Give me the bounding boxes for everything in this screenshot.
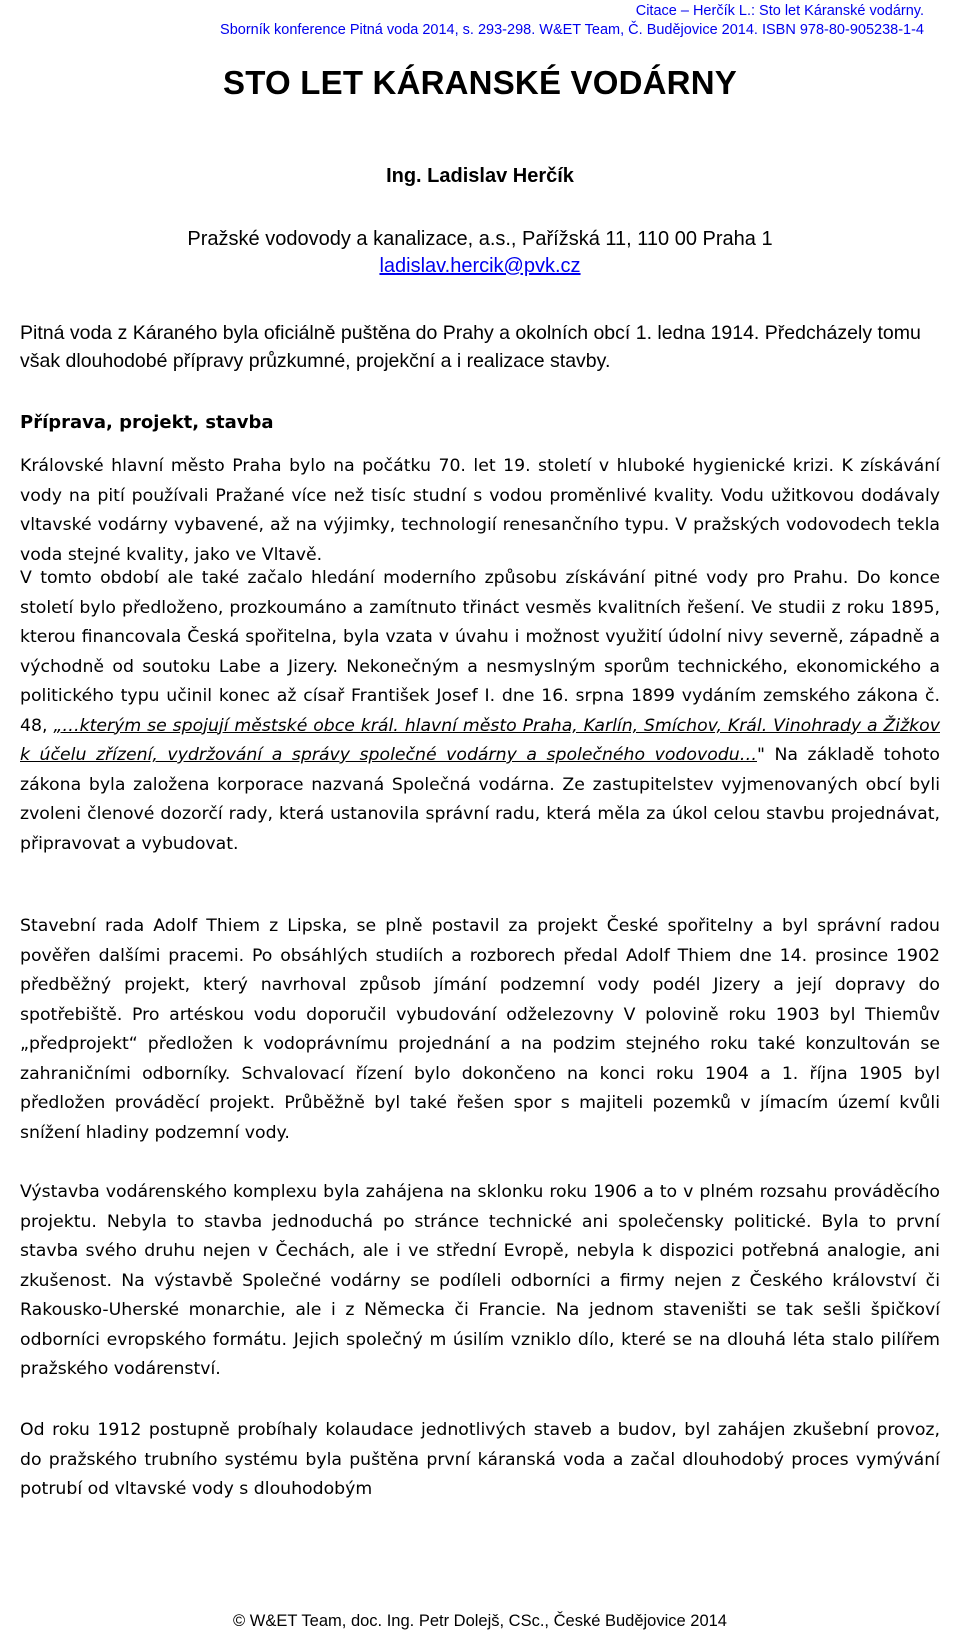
law-quote: „…kterým se spojují městské obce král. hlavní město Praha, Karlín, Smíchov, Král. Vinohrady a Žižkov k účelu zřízení, vydržování a správy společné vodárny a společného vodovodu…: [20, 715, 940, 765]
paragraph-2-text-b: " Na základě tohoto zákona byla založena korporace nazvaná Společná vodárna. Ze zastupitelstev vyjmenovaných obcí byli zvoleni členové dozorčí rady, která ustanovila správní radu, která měla za úkol celou stavbu projednávat, připravovat a vybudovat.: [20, 745, 940, 854]
author-name: Ing. Ladislav Herčík: [386, 165, 574, 187]
paragraph-2-text-a: V tomto období ale také začalo hledání moderního způsobu získávání pitné vody pro Prahu. Do konce století bylo předloženo, prozkoumáno a zamítnuto třináct vesměs kvalitních řešení. Ve studii z roku 1895, kterou financovala Česká spořitelna, byla vzata v úvahu i možnost využití údolní nivy severně, západně a východně od soutoku Labe a Jizery. Nekonečným a nesmyslným sporům technického, ekonomického a politického typu učinil konec až císař František Josef I. dne 16. srpna 1899 vydáním zemského zákona č. 48,: [20, 568, 940, 736]
citation-header: [220, 2, 924, 40]
affiliation: [0, 226, 960, 280]
footer-copyright: © W&ET Team, doc. Ing. Petr Dolejš, CSc., České Budějovice 2014: [233, 1612, 727, 1630]
citation-line-2: Sborník konference Pitná voda 2014, s. 293-298. W&ET Team, Č. Budějovice 2014. ISBN 978-80-905238-1-4: [220, 22, 924, 38]
citation-line-1: Citace – Herčík L.: Sto let Káranské vodárny.: [635, 3, 924, 19]
email-link[interactable]: ladislav.hercik@pvk.cz: [379, 255, 581, 277]
affiliation-org: Pražské vodovody a kanalizace, a.s., Pařížská 11, 110 00 Praha 1: [187, 228, 773, 250]
abstract: Pitná voda z Káraného byla oficiálně puštěna do Prahy a okolních obcí 1. ledna 1914. Předcházely tomu však dlouhodobé přípravy průzkumné, projekční a i realizace stavby.: [20, 322, 921, 372]
paper-title: STO LET KÁRANSKÉ VODÁRNY: [223, 64, 737, 101]
section-heading: Příprava, projekt, stavba: [20, 412, 274, 433]
paragraph-2: [20, 564, 940, 859]
paragraph-5: Od roku 1912 postupně probíhaly kolaudace jednotlivých staveb a budov, byl zahájen zkušební provoz, do pražského trubního systému byla puštěna první káranská voda a začal dlouhodobý proces vymývání potrubí od vltavské vody s dlouhodobým: [20, 1420, 940, 1499]
paragraph-3: Stavební rada Adolf Thiem z Lipska, se plně postavil za projekt České spořitelny a byl správní radou pověřen dalšími pracemi. Po obsáhlých studiích a rozborech předal Adolf Thiem dne 14. prosince 1902 předběžný projekt, který navrhoval způsob jímání podzemní vody podél Jizery a její dopravy do spotřebiště. Pro artéskou vodu doporučil vybudování odželezovny V polovině roku 1903 byl Thiemův „předprojekt“ předložen k vodoprávnímu projednání a na podzim stejného roku také konzultován se zahraničními odborníky. Schvalovací řízení bylo dokončeno na konci roku 1904 a 1. října 1905 byl předložen prováděcí projekt. Průběžně byl také řešen spor s majiteli pozemků v jímacím území kvůli snížení hladiny podzemní vody.: [20, 916, 940, 1143]
paragraph-1: Královské hlavní město Praha bylo na počátku 70. let 19. století v hluboké hygienické krizi. K získávání vody na pití používali Pražané více než tisíc studní s vodou proměnlivé kvality. Vodu užitkovou dodávaly vltavské vodárny vybavené, až na výjimky, technologií renesančního typu. V pražských vodovodech tekla voda stejné kvality, jako ve Vltavě.: [20, 456, 940, 565]
paragraph-4: Výstavba vodárenského komplexu byla zahájena na sklonku roku 1906 a to v plném rozsahu prováděcího projektu. Nebyla to stavba jednoduchá po stránce technické ani společensky politické. Byla to první stavba svého druhu nejen v Čechách, ale i ve střední Evropě, nebyla k dispozici potřebná analogie, ani zkušenost. Na výstavbě Společné vodárny se podíleli odborníci a firmy nejen z Českého království či Rakousko-Uherské monarchie, ale i z Německa či Francie. Na jednom staveništi se tak sešli špičkoví odborníci evropského formátu. Jejich společný m úsilím vzniklo dílo, které se na dlouhá léta stalo pilířem pražského vodárenství.: [20, 1182, 940, 1379]
